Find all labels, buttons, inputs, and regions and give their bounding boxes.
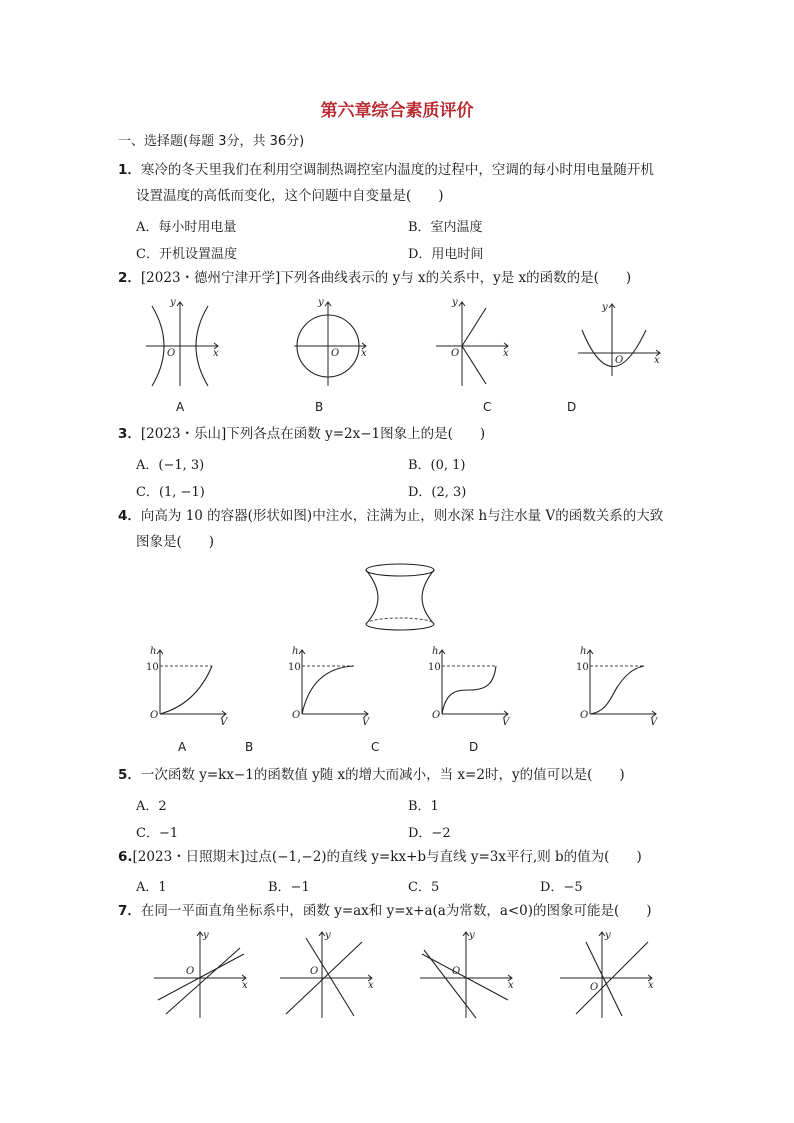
question-number: 5．	[118, 767, 141, 783]
page-title: 第六章综合素质评价	[320, 101, 474, 121]
question-text: 在同一平面直角坐标系中，函数 y=ax和 y=x+a(a为常数，a<0)的图象可能是( )	[140, 903, 652, 919]
tick-10: 10	[146, 662, 159, 673]
q2-label-c: C	[483, 400, 492, 414]
option-b: B．1	[408, 799, 439, 814]
question-4	[118, 507, 663, 525]
question-1-line2: 设置温度的高低而变化，这个问题中自变量是( )	[136, 188, 444, 204]
origin-label: O	[451, 348, 460, 359]
q2-graph-c	[432, 296, 514, 390]
option-a: A．(−1, 3)	[136, 458, 205, 473]
question-number: 2．	[118, 270, 141, 286]
axis-v-label: V	[650, 717, 658, 728]
q7-graph-d	[556, 928, 660, 1020]
origin-label: O	[150, 710, 159, 721]
q7-graph-a	[150, 928, 254, 1020]
axis-x-label: x	[508, 980, 514, 991]
origin-label: O	[580, 710, 589, 721]
question-5	[118, 766, 625, 784]
q2-label-a: A	[176, 400, 185, 414]
axis-x-label: x	[361, 348, 367, 359]
q4-graph-c	[430, 646, 516, 728]
question-text: 向高为 10 的容器(形状如图)中注水，注满为止，则水深 h与注水量 V的函数关系的大致	[140, 508, 664, 524]
axis-x-label: x	[213, 348, 219, 359]
axis-h-label: h	[580, 646, 587, 657]
q2-graph-d	[574, 298, 666, 378]
axis-v-label: V	[362, 717, 370, 728]
question-text: [2023・日照期末]过点(−1,−2)的直线 y=kx+b与直线 y=3x平行,则 b的值为( )	[132, 849, 642, 865]
option-c: C．−1	[136, 826, 179, 841]
container-figure	[360, 562, 440, 636]
origin-label: O	[292, 710, 301, 721]
tick-10: 10	[288, 662, 301, 673]
axis-v-label: V	[220, 717, 228, 728]
question-text: 寒冷的冬天里我们在利用空调制热调控室内温度的过程中，空调的每小时用电量随开机	[140, 162, 654, 178]
tick-10: 10	[576, 662, 589, 673]
option-d: D．用电时间	[408, 247, 484, 262]
question-text: [2023・德州宁津开学]下列各曲线表示的 y与 x的关系中，y是 x的函数的是( )	[140, 270, 632, 286]
origin-label: O	[167, 348, 176, 359]
question-number: 3．	[118, 426, 141, 442]
q4-label-b: B	[245, 740, 254, 754]
axis-x-label: x	[368, 980, 374, 991]
question-text: [2023・乐山]下列各点在函数 y=2x−1图象上的是( )	[140, 426, 486, 442]
option-b: B．室内温度	[408, 220, 483, 235]
axis-x-label: x	[503, 348, 509, 359]
option-a: A．每小时用电量	[136, 220, 237, 235]
axis-y-label: y	[469, 930, 475, 941]
axis-h-label: h	[292, 646, 299, 657]
question-2	[118, 269, 631, 287]
axis-y-label: y	[452, 297, 458, 308]
axis-y-label: y	[170, 297, 176, 308]
option-c: C．开机设置温度	[136, 247, 237, 262]
origin-label: O	[432, 710, 441, 721]
axis-x-label: x	[648, 980, 654, 991]
q4-graph-a	[148, 646, 234, 728]
option-c: C．5	[408, 880, 440, 895]
origin-label: O	[590, 982, 599, 993]
question-4-line2: 图象是( )	[136, 534, 215, 550]
section-heading: 一、选择题(每题 3分，共 36分)	[118, 134, 305, 149]
question-6	[118, 848, 642, 866]
axis-y-label: y	[203, 930, 209, 941]
axis-x-label: x	[654, 355, 660, 366]
axis-y-label: y	[602, 302, 608, 313]
question-1	[118, 161, 654, 179]
axis-y-label: y	[325, 930, 331, 941]
question-number: 1．	[118, 162, 141, 178]
q7-graph-c	[416, 928, 520, 1020]
q7-graph-b	[276, 928, 380, 1020]
question-number: 7．	[118, 903, 141, 919]
option-a: A．2	[136, 799, 167, 814]
q2-graph-b	[290, 296, 372, 390]
origin-label: O	[186, 966, 195, 977]
origin-label: O	[452, 966, 461, 977]
question-text: 一次函数 y=kx−1的函数值 y随 x的增大而减小，当 x=2时，y的值可以是( )	[140, 767, 625, 783]
axis-x-label: x	[242, 980, 248, 991]
axis-y-label: y	[318, 297, 324, 308]
q2-label-b: B	[315, 400, 324, 414]
option-d: D．−5	[540, 880, 583, 895]
q2-graph-a	[142, 296, 224, 390]
axis-h-label: h	[150, 646, 157, 657]
question-3	[118, 425, 485, 443]
question-number: 6.	[118, 849, 133, 865]
q4-graph-b	[290, 646, 376, 728]
origin-label: O	[615, 355, 624, 366]
option-a: A．1	[136, 880, 167, 895]
option-b: B．−1	[268, 880, 310, 895]
option-d: D．(2, 3)	[408, 485, 467, 500]
q4-label-c: C	[371, 740, 380, 754]
option-c: C．(1, −1)	[136, 485, 205, 500]
q4-label-d: D	[469, 740, 479, 754]
question-number: 4．	[118, 508, 141, 524]
q2-label-d: D	[567, 400, 577, 414]
axis-y-label: y	[605, 930, 611, 941]
question-7	[118, 902, 652, 920]
option-d: D．−2	[408, 826, 451, 841]
axis-h-label: h	[432, 646, 439, 657]
origin-label: O	[331, 348, 340, 359]
option-b: B．(0, 1)	[408, 458, 466, 473]
q4-graph-d	[578, 646, 664, 728]
origin-label: O	[310, 966, 319, 977]
q4-label-a: A	[178, 740, 187, 754]
axis-v-label: V	[502, 717, 510, 728]
tick-10: 10	[428, 662, 441, 673]
